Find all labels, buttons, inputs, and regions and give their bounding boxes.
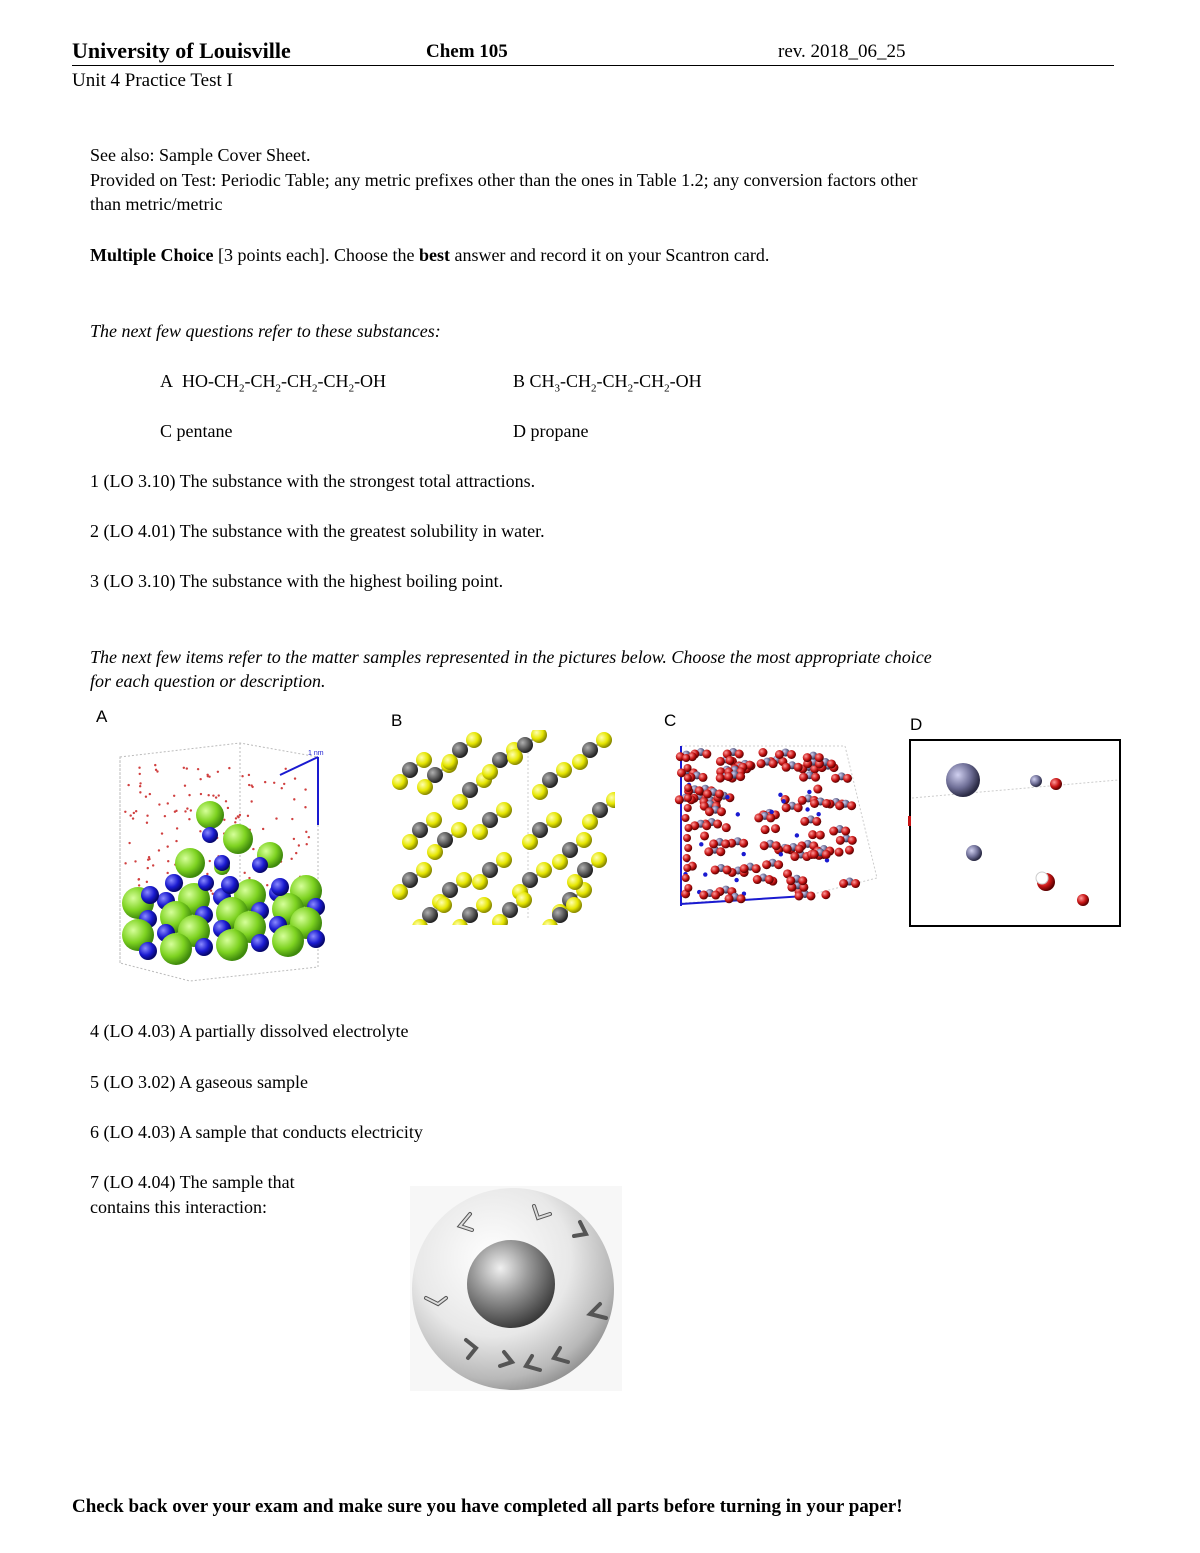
question-7-line-1: 7 (LO 4.04) The sample that <box>90 1172 295 1192</box>
question-5: 5 (LO 3.02) A gaseous sample <box>90 1072 308 1092</box>
substances-intro: The next few questions refer to these substances: <box>90 321 441 341</box>
picture-label-a: A <box>96 707 108 726</box>
multiple-choice-instructions <box>90 244 769 266</box>
question-7-line-2: contains this interaction: <box>90 1197 267 1217</box>
picture-a-axis-label: 1 nm <box>308 750 324 757</box>
picture-c-molecular-sample <box>665 738 880 913</box>
question-6: 6 (LO 4.03) A sample that conducts electricity <box>90 1122 423 1142</box>
best-word: best <box>418 245 450 265</box>
revision-date: rev. 2018_06_25 <box>778 41 906 62</box>
question-2: 2 (LO 4.01) The substance with the greatest solubility in water. <box>90 521 545 541</box>
picture-label-c: C <box>664 711 677 730</box>
university-title: University of Louisville <box>72 38 291 63</box>
molecules-b <box>392 730 615 925</box>
question-3: 3 (LO 3.10) The substance with the highest boiling point. <box>90 571 504 591</box>
pictures-intro-line-1: The next few items refer to the matter samples represented in the pictures below. Choose the most appropriate choice <box>90 647 932 667</box>
course-title: Chem 105 <box>426 41 508 62</box>
crystal-lattice <box>122 801 325 965</box>
molecules-c <box>675 748 860 903</box>
picture-a-dissolving-crystal <box>110 735 335 985</box>
picture-b-molecular-sample <box>390 730 615 925</box>
water-molecules <box>124 764 310 895</box>
picture-label-d: D <box>910 715 923 734</box>
substance-b: B $CH_3-CH_2-CH_2-CH_2-OH$ <box>513 371 702 395</box>
multiple-choice-heading: Multiple Choice <box>90 245 214 265</box>
instructions-rest: answer and record it on your Scantron card. <box>449 245 770 265</box>
provided-line-1: Provided on Test: Periodic Table; any metric prefixes other than the ones in Table 1.2; any conversion factors other <box>90 170 918 190</box>
provided-line-2: than metric/metric <box>90 194 223 214</box>
footer-reminder: Check back over your exam and make sure you have completed all parts before turning in your paper! <box>72 1496 903 1517</box>
see-also-line: See also: Sample Cover Sheet. <box>90 145 311 165</box>
header-divider <box>72 65 1114 66</box>
substance-d: D propane <box>513 421 589 441</box>
hydration-sphere-image <box>410 1186 622 1391</box>
picture-d-gas-sample <box>908 738 1122 928</box>
picture-label-b: B <box>391 711 403 730</box>
points-text: [3 points each]. Choose the <box>213 245 419 265</box>
test-subtitle: Unit 4 Practice Test I <box>72 70 233 91</box>
substance-c: C pentane <box>160 421 233 441</box>
substance-a: A $HO-CH_2-CH_2-CH_2-CH_2-OH$ <box>160 371 387 395</box>
pictures-intro-line-2: for each question or description. <box>90 671 326 691</box>
question-1: 1 (LO 3.10) The substance with the strongest total attractions. <box>90 471 536 491</box>
question-4: 4 (LO 4.03) A partially dissolved electrolyte <box>90 1021 409 1041</box>
